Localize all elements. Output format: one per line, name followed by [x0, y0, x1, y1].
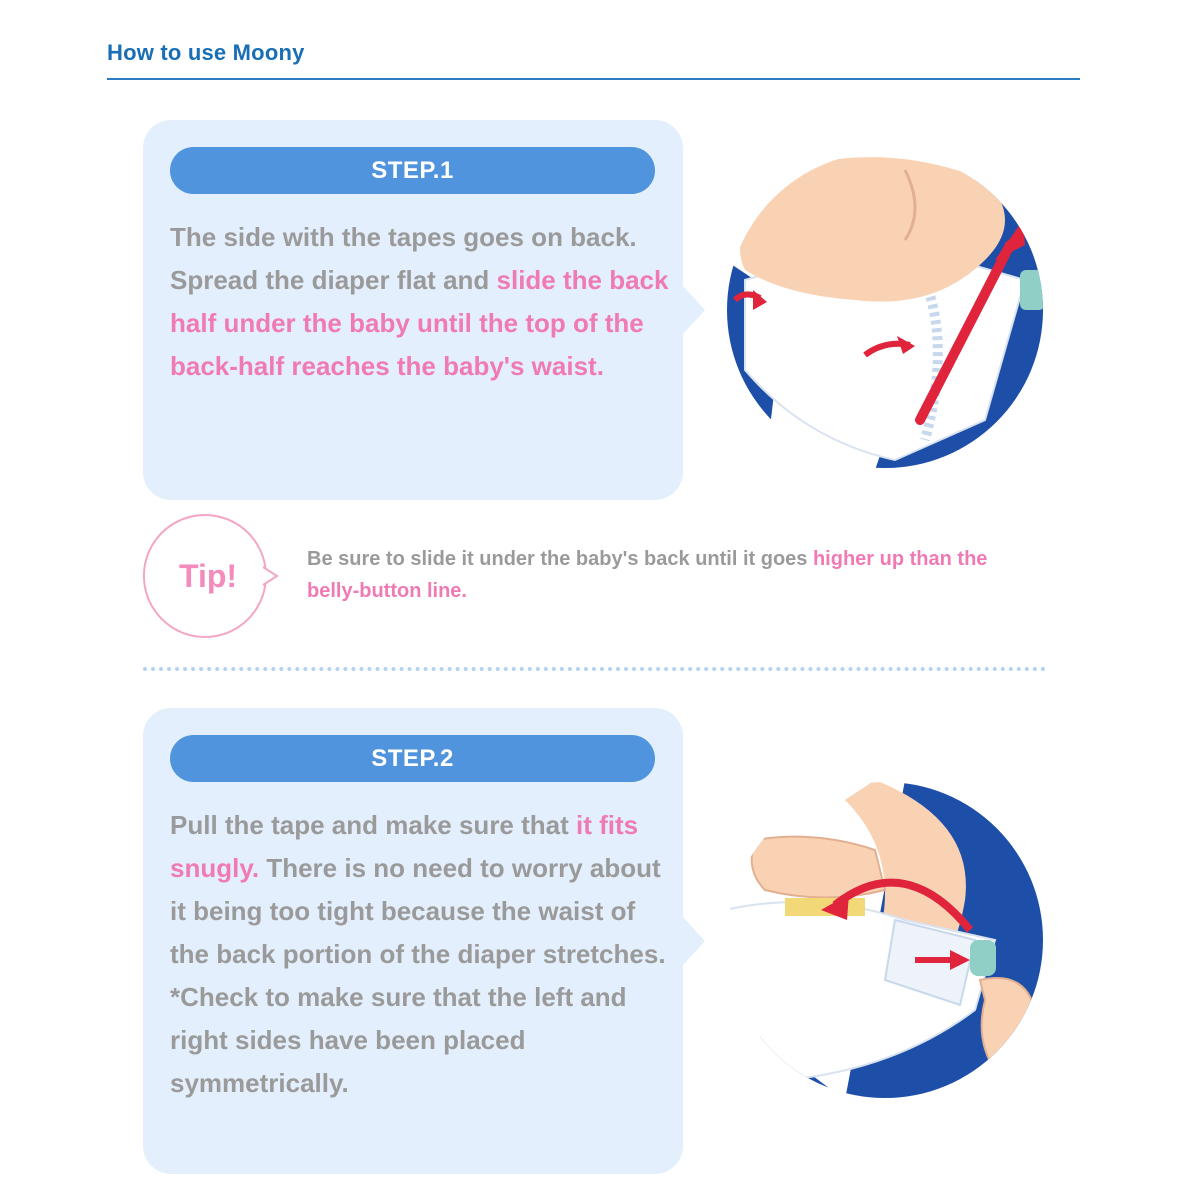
baby-back-diaper-illustration: [725, 150, 1045, 470]
tip-text-part-1: Be sure to slide it under the baby's back until it goes: [307, 548, 813, 570]
tip-badge-label: Tip!: [178, 558, 238, 594]
page-title: How to use Moony: [107, 40, 305, 65]
step-2-text-part-1: Pull the tape and make sure that: [170, 810, 576, 840]
tip-badge: [140, 512, 285, 640]
step-1-card: [143, 120, 683, 500]
tip-text-highlight: higher up than the belly-button line.: [307, 548, 988, 602]
step-1-label: STEP.1: [170, 147, 655, 194]
step-2-text-part-3: There is no need to worry about it being too tight because the waist of the back portion of the diaper stretches.: [170, 853, 666, 969]
tip-text: [307, 543, 1027, 607]
diaper-tape-fastening-illustration: [725, 780, 1045, 1100]
step-2-note: *Check to make sure that the left and right sides have been placed symmetrically.: [170, 982, 627, 1098]
section-divider: [143, 667, 1046, 671]
step-2-card: [143, 708, 683, 1174]
step-1-text-part-2: Spread the diaper flat and: [170, 265, 497, 295]
step-1-text-highlight: slide the back half under the baby until the top of the back-half reaches the baby's waist.: [170, 265, 669, 381]
step-1-text-part-1: The side with the tapes goes on back.: [170, 222, 637, 252]
step-2-text: [170, 804, 670, 1105]
step-2-label: STEP.2: [170, 735, 655, 782]
title-divider: [107, 78, 1080, 80]
step-2-text-highlight: it fits snugly.: [170, 810, 639, 883]
step-1-text: [170, 216, 670, 388]
